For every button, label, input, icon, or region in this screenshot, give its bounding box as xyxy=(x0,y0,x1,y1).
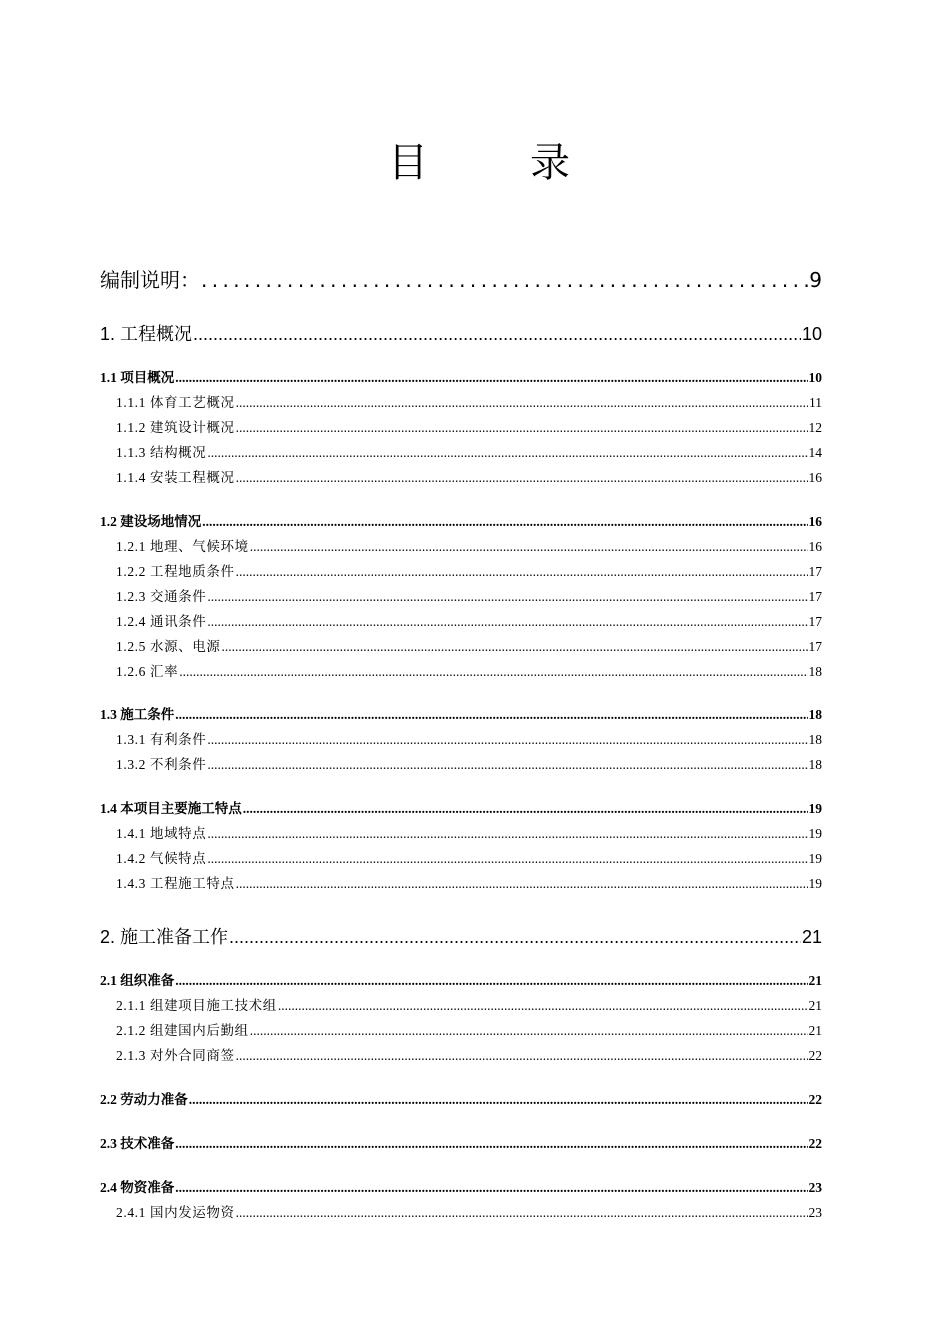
toc-entry-label: 1.4.2 气候特点 xyxy=(116,851,207,866)
toc-entry-label: 1.3.1 有利条件 xyxy=(116,732,207,747)
toc-entry-subsection[interactable] xyxy=(116,753,822,773)
toc-entry-section[interactable] xyxy=(100,1176,822,1196)
toc-leader-dots xyxy=(175,1136,807,1152)
toc-leader-dots xyxy=(201,268,808,292)
toc-leader-dots xyxy=(207,732,807,748)
toc-entry-page: 21 xyxy=(808,973,822,988)
toc-entry-page: 18 xyxy=(808,757,822,772)
toc-entry-subsection[interactable] xyxy=(116,635,822,655)
toc-entry-page: 17 xyxy=(808,589,822,604)
toc-entry-section[interactable] xyxy=(100,1088,822,1108)
toc-entry-page: 11 xyxy=(809,395,822,410)
toc-entry-page: 14 xyxy=(808,445,822,460)
toc-entry-page: 9 xyxy=(809,268,822,292)
toc-entry-page: 21 xyxy=(808,998,822,1013)
toc-entry-subsection[interactable] xyxy=(116,441,822,461)
toc-entry-page: 22 xyxy=(808,1136,822,1151)
toc-leader-dots xyxy=(236,1048,808,1064)
toc-entry-label: 1. 工程概况 xyxy=(100,324,193,344)
toc-leader-dots xyxy=(179,664,807,680)
toc-entry-label: 1.1.2 建筑设计概况 xyxy=(116,420,235,435)
toc-entry-label: 2.1 组织准备 xyxy=(100,973,175,988)
toc-leader-dots xyxy=(236,564,808,580)
toc-entry-page: 16 xyxy=(808,514,822,529)
toc-entry-subsection[interactable] xyxy=(116,1019,822,1039)
toc-leader-dots xyxy=(229,927,801,948)
toc-entry-label: 2. 施工准备工作 xyxy=(100,927,229,947)
toc-entry-subsection[interactable] xyxy=(116,847,822,867)
toc-entry-page: 17 xyxy=(808,564,822,579)
toc-leader-dots xyxy=(175,707,807,723)
toc-entry-label: 1.4 本项目主要施工特点 xyxy=(100,801,242,816)
toc-entry-page: 17 xyxy=(808,639,822,654)
toc-entry-section[interactable] xyxy=(100,1132,822,1152)
toc-entry-label: 2.3 技术准备 xyxy=(100,1136,175,1151)
toc-entry-label: 2.4.1 国内发运物资 xyxy=(116,1205,235,1220)
toc-entry-section[interactable] xyxy=(100,797,822,817)
toc-entry-page: 18 xyxy=(808,664,822,679)
toc-entry-chapter-2[interactable] xyxy=(100,923,822,949)
toc-leader-dots xyxy=(202,514,807,530)
toc-entry-page: 22 xyxy=(808,1048,822,1063)
toc-leader-dots xyxy=(207,757,807,773)
toc-entry-page: 23 xyxy=(808,1205,822,1220)
toc-entry-section[interactable] xyxy=(100,510,822,530)
toc-entry-label: 1.3.2 不利条件 xyxy=(116,757,207,772)
toc-leader-dots xyxy=(189,1092,808,1108)
toc-leader-dots xyxy=(250,539,808,555)
toc-entry-subsection[interactable] xyxy=(116,560,822,580)
toc-entry-page: 19 xyxy=(808,851,822,866)
toc-entry-subsection[interactable] xyxy=(116,466,822,486)
toc-entry-label: 2.4 物资准备 xyxy=(100,1180,175,1195)
toc-entry-subsection[interactable] xyxy=(116,535,822,555)
toc-entry-page: 23 xyxy=(808,1180,822,1195)
toc-leader-dots xyxy=(207,589,807,605)
toc-entry-page: 21 xyxy=(808,1023,822,1038)
toc-entry-subsection[interactable] xyxy=(116,872,822,892)
toc-entry-label: 1.2.3 交通条件 xyxy=(116,589,207,604)
toc-entry-section[interactable] xyxy=(100,366,822,386)
toc-entry-page: 10 xyxy=(808,370,822,385)
toc-entry-label: 2.1.1 组建项目施工技术组 xyxy=(116,998,277,1013)
toc-entry-label: 1.1.3 结构概况 xyxy=(116,445,207,460)
toc-entry-page: 22 xyxy=(808,1092,822,1107)
page-title xyxy=(0,138,950,188)
toc-leader-dots xyxy=(278,998,808,1014)
toc-entry-label: 1.3 施工条件 xyxy=(100,707,175,722)
toc-leader-dots xyxy=(207,851,807,867)
toc-entry-subsection[interactable] xyxy=(116,994,822,1014)
toc-entry-subsection[interactable] xyxy=(116,660,822,680)
toc-entry-page: 16 xyxy=(808,539,822,554)
toc-entry-subsection[interactable] xyxy=(116,1201,822,1221)
toc-leader-dots xyxy=(207,826,807,842)
toc-entry-section[interactable] xyxy=(100,969,822,989)
toc-leader-dots xyxy=(243,801,808,817)
toc-entry-page: 10 xyxy=(801,324,822,344)
toc-leader-dots xyxy=(175,1180,807,1196)
toc-entry-label: 2.1.2 组建国内后勤组 xyxy=(116,1023,249,1038)
toc-leader-dots xyxy=(236,395,808,411)
toc-entry-label: 编制说明： xyxy=(100,268,200,292)
toc-entry-section[interactable] xyxy=(100,703,822,723)
toc-entry-label: 1.1.4 安装工程概况 xyxy=(116,470,235,485)
toc-entry-subsection[interactable] xyxy=(116,391,822,411)
toc-entry-subsection[interactable] xyxy=(116,1044,822,1064)
title-char-1: 目 xyxy=(388,140,428,186)
toc-entry-label: 1.1 项目概况 xyxy=(100,370,175,385)
toc-entry-subsection[interactable] xyxy=(116,822,822,842)
toc-leader-dots xyxy=(236,470,808,486)
toc-entry-label: 1.4.1 地域特点 xyxy=(116,826,207,841)
toc-leader-dots xyxy=(207,614,807,630)
toc-leader-dots xyxy=(207,445,807,461)
toc-leader-dots xyxy=(250,1023,808,1039)
toc-entry-subsection[interactable] xyxy=(116,610,822,630)
toc-entry-label: 1.2.5 水源、电源 xyxy=(116,639,221,654)
toc-entry-page: 16 xyxy=(808,470,822,485)
toc-entry-label: 1.2.2 工程地质条件 xyxy=(116,564,235,579)
toc-leader-dots xyxy=(175,370,807,386)
toc-entry-subsection[interactable] xyxy=(116,728,822,748)
toc-entry-label: 2.1.3 对外合同商签 xyxy=(116,1048,235,1063)
toc-entry-page: 21 xyxy=(801,927,822,947)
toc-entry-page: 18 xyxy=(808,707,822,722)
toc-entry-label: 1.1.1 体育工艺概况 xyxy=(116,395,235,410)
toc-entry-subsection[interactable] xyxy=(116,416,822,436)
toc-entry-subsection[interactable] xyxy=(116,585,822,605)
toc-entry-page: 19 xyxy=(808,876,822,891)
toc-entry-label: 1.2.6 汇率 xyxy=(116,664,179,679)
toc-entry-page: 17 xyxy=(808,614,822,629)
toc-leader-dots xyxy=(236,876,808,892)
title-char-2: 录 xyxy=(530,140,570,186)
toc-entry-page: 18 xyxy=(808,732,822,747)
toc-leader-dots xyxy=(175,973,807,989)
toc-leader-dots xyxy=(193,324,801,345)
toc-entry-label: 1.2 建设场地情况 xyxy=(100,514,202,529)
toc-entry-label: 1.2.4 通讯条件 xyxy=(116,614,207,629)
toc-entry-label: 2.2 劳动力准备 xyxy=(100,1092,188,1107)
toc-leader-dots xyxy=(236,1205,808,1221)
toc-entry-label: 1.4.3 工程施工特点 xyxy=(116,876,235,891)
toc-entry-chapter-1[interactable] xyxy=(100,320,822,346)
toc-entry-label: 1.2.1 地理、气候环境 xyxy=(116,539,249,554)
toc-entry-preface[interactable] xyxy=(100,264,822,293)
toc-leader-dots xyxy=(236,420,808,436)
toc-entry-page: 12 xyxy=(808,420,822,435)
toc-entry-page: 19 xyxy=(808,826,822,841)
toc-entry-page: 19 xyxy=(808,801,822,816)
toc-leader-dots xyxy=(221,639,807,655)
